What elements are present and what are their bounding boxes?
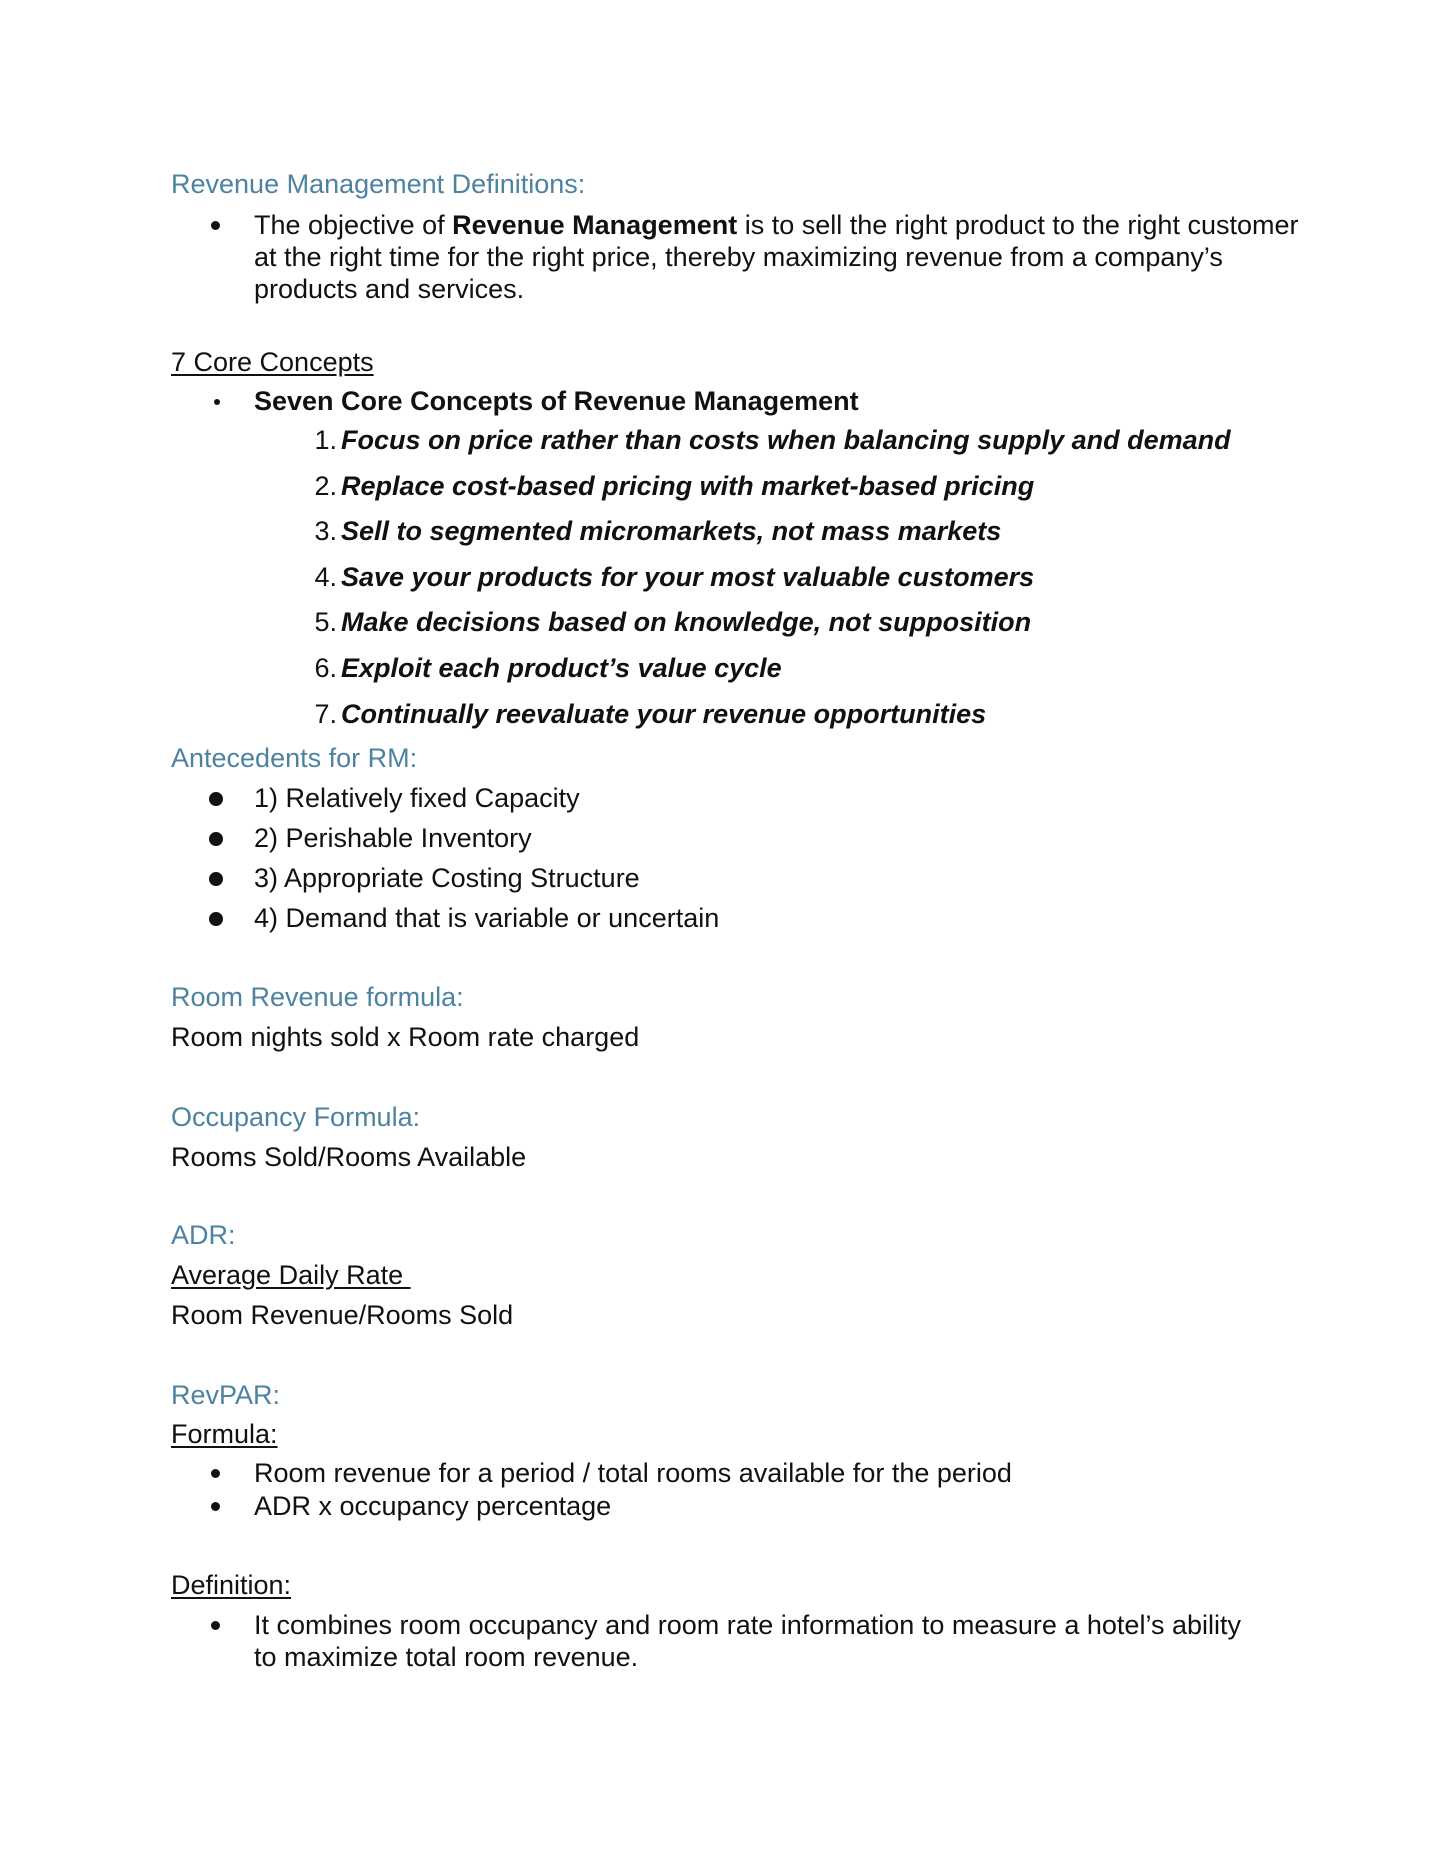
- core-concept-text: Continually reevaluate your revenue opportunities: [341, 698, 987, 729]
- bullet-icon: [211, 221, 220, 230]
- core-concept-item: [171, 418, 1301, 464]
- revpar-definition-label: Definition:: [171, 1570, 292, 1600]
- antecedent-text: 3) Appropriate Costing Structure: [254, 863, 640, 893]
- core-concept-number: 3.: [314, 516, 337, 547]
- core-concept-text: Focus on price rather than costs when balancing supply and demand: [341, 425, 1231, 455]
- core-concept-text: Sell to segmented micromarkets, not mass markets: [341, 516, 1002, 547]
- core-concept-item: [171, 464, 1301, 510]
- core-concepts-section: [171, 346, 1301, 737]
- room-revenue-text: Room nights sold x Room rate charged: [171, 1022, 640, 1052]
- bullet-icon: [211, 1502, 220, 1511]
- definitions-text-bold: Revenue Management: [452, 210, 738, 240]
- core-concept-item: [171, 509, 1301, 555]
- adr-text: Room Revenue/Rooms Sold: [171, 1300, 514, 1330]
- antecedent-text: 1) Relatively fixed Capacity: [254, 783, 580, 813]
- revpar-formula-label: Formula:: [171, 1419, 278, 1449]
- core-concept-number: 4.: [314, 561, 337, 592]
- definitions-text-post: is to sell the right product to the right customer at the right time for the right price, thereby maximizing revenue from a company’s products and services.: [254, 210, 1299, 304]
- occupancy-text: Rooms Sold/Rooms Available: [171, 1142, 527, 1172]
- antecedents-heading: Antecedents for RM:: [171, 743, 418, 773]
- antecedent-text: 4) Demand that is variable or uncertain: [254, 903, 720, 933]
- bullet-icon: [211, 1621, 220, 1630]
- core-concept-item: [171, 692, 1301, 738]
- definitions-bullet: [171, 209, 1301, 305]
- revpar-formula-list: [171, 1457, 1301, 1523]
- core-concept-number: 2.: [314, 470, 337, 501]
- revpar-formula-item: [171, 1457, 1301, 1490]
- core-concept-number: 6.: [314, 652, 337, 683]
- bullet-icon: [211, 1469, 220, 1478]
- core-concept-item: [171, 555, 1301, 601]
- core-concept-text: Exploit each product’s value cycle: [341, 652, 782, 683]
- adr-section: [171, 1219, 1301, 1332]
- core-concept-text: Make decisions based on knowledge, not supposition: [341, 607, 1032, 638]
- revpar-definition-bullet: [171, 1609, 1301, 1673]
- adr-subheading: Average Daily Rate: [171, 1260, 411, 1290]
- bullet-icon: [214, 399, 220, 405]
- revpar-formula-text: Room revenue for a period / total rooms available for the period: [254, 1458, 1012, 1488]
- revpar-heading: RevPAR:: [171, 1380, 281, 1410]
- antecedent-text: 2) Perishable Inventory: [254, 823, 532, 853]
- antecedent-item: [171, 782, 1301, 815]
- definitions-text-pre: The objective of: [254, 210, 453, 240]
- revpar-definition-text: It combines room occupancy and room rate information to measure a hotel’s ability to maximize total room revenue.: [254, 1610, 1241, 1672]
- bullet-icon: [209, 792, 223, 806]
- occupancy-heading: Occupancy Formula:: [171, 1102, 421, 1132]
- antecedent-item: [171, 822, 1301, 855]
- revpar-section: [171, 1379, 1301, 1523]
- revpar-formula-text: ADR x occupancy percentage: [254, 1491, 612, 1521]
- definitions-text: [254, 209, 1301, 305]
- occupancy-section: [171, 1101, 1301, 1174]
- core-concept-number: 5.: [314, 607, 337, 638]
- core-concepts-subheading-row: [171, 385, 1301, 418]
- antecedent-item: [171, 902, 1301, 935]
- adr-heading: ADR:: [171, 1220, 236, 1250]
- bullet-icon: [209, 832, 223, 846]
- antecedents-list: [171, 782, 1301, 935]
- core-concepts-heading: 7 Core Concepts: [171, 347, 374, 377]
- antecedent-item: [171, 862, 1301, 895]
- core-concept-item: [171, 646, 1301, 692]
- core-concept-number: 7.: [314, 698, 337, 729]
- core-concepts-list: [171, 418, 1301, 737]
- bullet-icon: [209, 912, 223, 926]
- core-concept-text: Replace cost-based pricing with market-based pricing: [341, 470, 1035, 501]
- revpar-formula-item: [171, 1490, 1301, 1523]
- core-concept-item: [171, 600, 1301, 646]
- core-concepts-subheading: Seven Core Concepts of Revenue Management: [254, 386, 859, 416]
- revpar-definition-section: [171, 1569, 1301, 1673]
- antecedents-section: [171, 742, 1301, 935]
- core-concept-text: Save your products for your most valuable customers: [341, 561, 1035, 592]
- definitions-section: [171, 168, 1301, 305]
- core-concept-number: 1.: [314, 425, 337, 455]
- room-revenue-section: [171, 981, 1301, 1054]
- bullet-icon: [209, 872, 223, 886]
- room-revenue-heading: Room Revenue formula:: [171, 982, 464, 1012]
- definitions-heading: Revenue Management Definitions:: [171, 169, 586, 199]
